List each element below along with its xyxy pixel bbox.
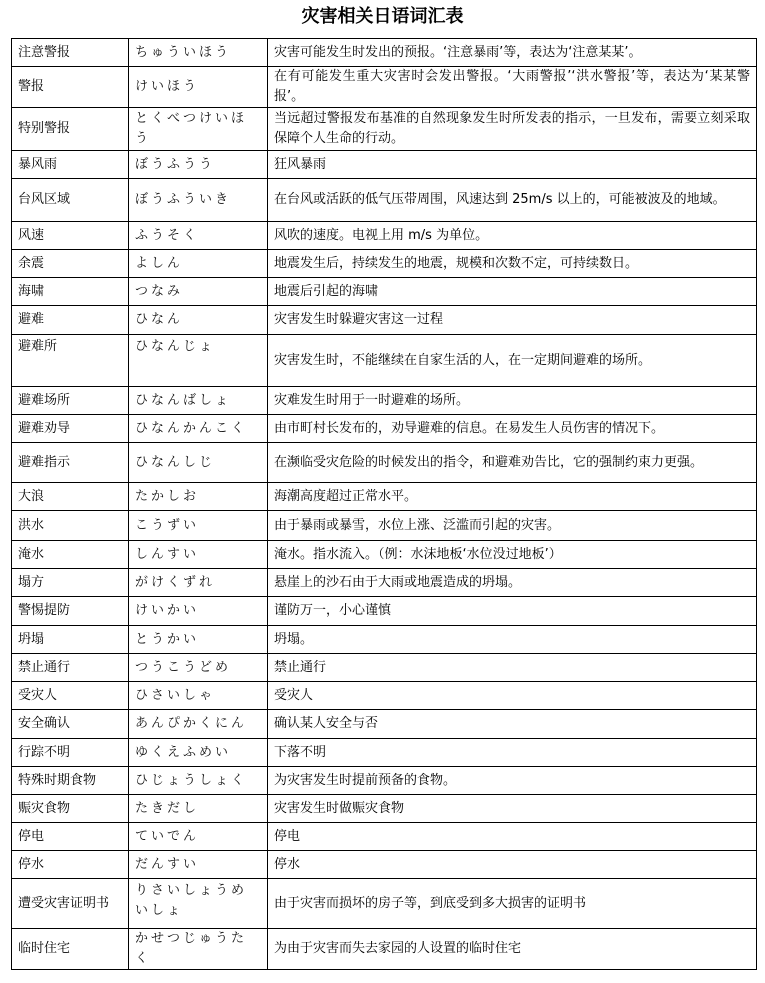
kana-cell: よしん [129,250,268,278]
table-row [12,626,757,654]
term-cell: 遭受灾害证明书 [12,879,129,929]
term-cell: 避难所 [12,335,129,387]
kana-cell: だんすい [129,851,268,879]
table-row [12,682,757,710]
term-cell: 警惕提防 [12,597,129,626]
definition-cell: 受灾人 [268,682,757,710]
table-row [12,541,757,569]
term-cell: 赈灾食物 [12,795,129,823]
term-cell: 行踪不明 [12,739,129,767]
definition-cell: 由于暴雨或暴雪，水位上涨、泛滥而引起的灾害。 [268,511,757,541]
kana-cell: つうこうどめ [129,654,268,682]
term-cell: 安全确认 [12,710,129,739]
kana-cell: つなみ [129,278,268,306]
kana-cell: りさいしょうめいしょ [129,879,268,929]
definition-cell: 灾害发生时，不能继续在自家生活的人，在一定期间避难的场所。 [268,335,757,387]
table-row [12,179,757,222]
definition-cell: 停电 [268,823,757,851]
kana-cell: ていでん [129,823,268,851]
definition-cell: 由市町村长发布的，劝导避难的信息。在易发生人员伤害的情况下。 [268,415,757,443]
term-cell: 洪水 [12,511,129,541]
kana-cell: ちゅういほう [129,39,268,67]
definition-cell: 灾害可能发生时发出的预报。‘注意暴雨’等，表达为‘注意某某’。 [268,39,757,67]
term-cell: 注意警报 [12,39,129,67]
kana-cell: しんすい [129,541,268,569]
definition-cell: 为由于灾害而失去家园的人设置的临时住宅 [268,929,757,970]
table-row [12,306,757,335]
definition-cell: 当远超过警报发布基准的自然现象发生时所发表的指示，一旦发布，需要立刻采取保障个人生命的行动。 [268,108,757,151]
kana-cell: ひさいしゃ [129,682,268,710]
table-row [12,278,757,306]
term-cell: 台风区域 [12,179,129,222]
table-row [12,739,757,767]
term-cell: 避难场所 [12,387,129,415]
term-cell: 风速 [12,222,129,250]
definition-cell: 风吹的速度。电视上用 m/s 为单位。 [268,222,757,250]
definition-cell: 狂风暴雨 [268,151,757,179]
table-row [12,597,757,626]
table-row [12,387,757,415]
kana-cell: がけくずれ [129,569,268,597]
kana-cell: とくべつけいほう [129,108,268,151]
table-row [12,823,757,851]
term-cell: 避难 [12,306,129,335]
table-row [12,39,757,67]
table-row [12,108,757,151]
table-row [12,443,757,483]
kana-cell: ひじょうしょく [129,767,268,795]
kana-cell: たかしお [129,483,268,511]
term-cell: 禁止通行 [12,654,129,682]
definition-cell: 坍塌。 [268,626,757,654]
term-cell: 警报 [12,67,129,108]
term-cell: 避难指示 [12,443,129,483]
definition-cell: 灾害发生时做赈灾食物 [268,795,757,823]
term-cell: 大浪 [12,483,129,511]
kana-cell: こうずい [129,511,268,541]
kana-cell: けいかい [129,597,268,626]
kana-cell: ひなんばしょ [129,387,268,415]
kana-cell: ひなんじょ [129,335,268,387]
table-row [12,335,757,387]
definition-cell: 谨防万一，小心谨慎 [268,597,757,626]
table-row [12,415,757,443]
table-row [12,710,757,739]
kana-cell: ひなんかんこく [129,415,268,443]
table-row [12,654,757,682]
definition-cell: 灾害发生时躲避灾害这一过程 [268,306,757,335]
term-cell: 暴风雨 [12,151,129,179]
kana-cell: かせつじゅうたく [129,929,268,970]
term-cell: 淹水 [12,541,129,569]
definition-cell: 海潮高度超过正常水平。 [268,483,757,511]
page-title: 灾害相关日语词汇表 [301,6,464,27]
term-cell: 避难劝导 [12,415,129,443]
table-row [12,151,757,179]
vocabulary-table [11,38,757,970]
definition-cell: 在濒临受灾危险的时候发出的指令，和避难劝告比，它的强制约束力更强。 [268,443,757,483]
definition-cell: 地震发生后，持续发生的地震，规模和次数不定，可持续数日。 [268,250,757,278]
table-row [12,929,757,970]
table-row [12,795,757,823]
kana-cell: ひなんしじ [129,443,268,483]
table-row [12,483,757,511]
definition-cell: 由于灾害而损坏的房子等，到底受到多大损害的证明书 [268,879,757,929]
term-cell: 停电 [12,823,129,851]
definition-cell: 淹水。指水流入。（例：水沫地板‘水位没过地板’） [268,541,757,569]
term-cell: 受灾人 [12,682,129,710]
term-cell: 余震 [12,250,129,278]
table-row [12,67,757,108]
term-cell: 塌方 [12,569,129,597]
kana-cell: とうかい [129,626,268,654]
table-row [12,511,757,541]
definition-cell: 悬崖上的沙石由于大雨或地震造成的坍塌。 [268,569,757,597]
definition-cell: 为灾害发生时提前预备的食物。 [268,767,757,795]
definition-cell: 在台风或活跃的低气压带周围，风速达到 25m/s 以上的，可能被波及的地域。 [268,179,757,222]
kana-cell: ゆくえふめい [129,739,268,767]
term-cell: 坍塌 [12,626,129,654]
definition-cell: 地震后引起的海啸 [268,278,757,306]
term-cell: 特殊时期食物 [12,767,129,795]
term-cell: 停水 [12,851,129,879]
definition-cell: 确认某人安全与否 [268,710,757,739]
kana-cell: ふうそく [129,222,268,250]
definition-cell: 禁止通行 [268,654,757,682]
kana-cell: ぼうふういき [129,179,268,222]
term-cell: 临时住宅 [12,929,129,970]
kana-cell: あんぴかくにん [129,710,268,739]
term-cell: 特别警报 [12,108,129,151]
table-row [12,222,757,250]
term-cell: 海啸 [12,278,129,306]
definition-cell: 停水 [268,851,757,879]
kana-cell: たきだし [129,795,268,823]
definition-cell: 在有可能发生重大灾害时会发出警报。‘大雨警报’‘洪水警报’等，表达为‘某某警报’。 [268,67,757,108]
definition-cell: 灾难发生时用于一时避难的场所。 [268,387,757,415]
kana-cell: ひなん [129,306,268,335]
table-row [12,767,757,795]
table-row [12,569,757,597]
table-row [12,851,757,879]
kana-cell: ぼうふうう [129,151,268,179]
kana-cell: けいほう [129,67,268,108]
table-row [12,250,757,278]
table-row [12,879,757,929]
definition-cell: 下落不明 [268,739,757,767]
